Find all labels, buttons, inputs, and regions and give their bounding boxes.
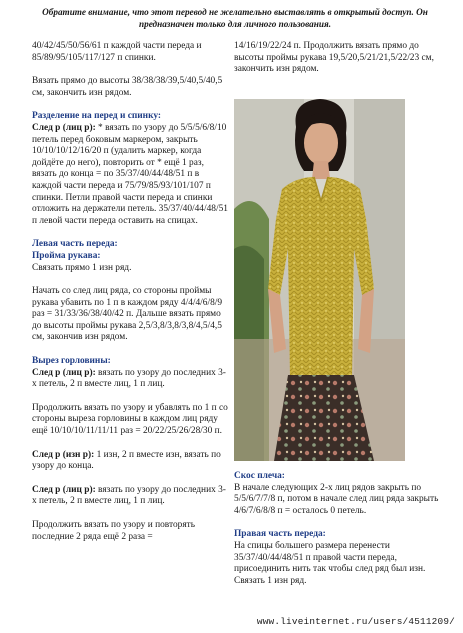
source-url: www.liveinternet.ru/users/4511209/ xyxy=(256,616,455,627)
section-heading: Правая часть переда: xyxy=(234,529,326,540)
row-instruction xyxy=(32,450,228,473)
paragraph: Начать со след лиц ряда, со стороны проймы рукава убавить по 1 п в каждом ряду 4/4/4/6/8/9 раз = 31/33/36/38/40/42 п. Дальше вязать прямо до высоты проймы рукава 2,5/3,8/3,8/3,8/4,5/4,5 см, закончив изн рядом. xyxy=(32,286,223,343)
subsection-heading: Пройма рукава: xyxy=(32,250,101,261)
row-text: * вязать по узору до 5/5/5/6/8/10 петель перед боковым маркером, закрыть 10/10/10/12/16/20 п (удалить маркер, когда дойдёте до него), повторить от * ещё 1 раз, вязать до конца = по 35/37/40/44/48/51 п в каждой части переда и 75/79/85/93/101/107 п спинки. Петли правой части переда и спинки отложить на держатели петель. 35/37/40/44/48/51 п левой части переда оставить на спицах. xyxy=(32,122,228,226)
section-neckline xyxy=(32,356,228,391)
row-label: След р (лиц р): xyxy=(32,367,96,378)
row-label: След р (лиц р): xyxy=(32,484,96,495)
row-text: На спицы большего размера перенести 35/37/40/44/48/51 п правой части переда, присоединить нить так чтобы след ряд был изн. Связать 1 изн ряд. xyxy=(234,540,426,586)
model-photo-illustration xyxy=(234,99,405,461)
row-instruction xyxy=(32,485,228,508)
section-heading: Вырез горловины: xyxy=(32,356,111,367)
section-shoulder xyxy=(234,471,446,517)
model-photo xyxy=(234,99,405,461)
paragraph: Вязать прямо до высоты 38/38/38/39,5/40,5/40,5 см, закончить изн рядом. xyxy=(32,76,223,98)
section-left-front xyxy=(32,239,228,274)
section-heading: Левая часть переда: xyxy=(32,239,118,250)
section-right-front xyxy=(234,529,446,587)
row-text: вязать по узору до последних 3-х петель, 2 п вместе лиц, 1 п лиц. xyxy=(32,367,226,390)
paragraph: Продолжить вязать по узору и убавлять по 1 п со стороны выреза горловины в каждом лиц ряду ещё 10/10/10/11/11/11 раз = 20/22/25/26/28/30 п. xyxy=(32,402,228,437)
row-label: След р (лиц р): xyxy=(32,122,96,133)
right-column xyxy=(234,41,446,88)
row-text: вязать по узору до последних 3-х петель, 2 п вместе лиц, 1 п лиц. xyxy=(32,484,226,507)
paragraph: Продолжить вязать по узору и повторять последние 2 ряда ещё 2 раза = xyxy=(32,520,196,542)
paragraph: 14/16/19/22/24 п. Продолжить вязать прямо до высоты проймы рукава 19,5/20,5/21/21,5/22/23 см, закончить изн рядом. xyxy=(234,41,434,75)
copyright-notice: Обратите внимание, что этот перевод не желательно выставлять в открытый доступ. Он предназначен только для личного пользования. xyxy=(42,7,428,29)
section-heading: Разделение на перед и спинку: xyxy=(32,111,162,122)
section-heading: Скос плеча: xyxy=(234,471,285,481)
left-column xyxy=(32,41,228,555)
right-column-bottom xyxy=(234,471,446,599)
row-text: Связать прямо 1 изн ряд. xyxy=(32,262,132,273)
row-label: След р (изн р): xyxy=(32,449,95,460)
row-text: В начале следующих 2-х лиц рядов закрыть по 5/5/6/7/7/8 п, потом в начале след лиц ряда закрыть 4/6/7/6/8/8 п = осталось 0 петель. xyxy=(234,482,439,516)
paragraph: 40/42/45/50/56/61 п каждой части переда и 85/89/95/105/117/127 п спинки. xyxy=(32,41,202,63)
section-front-back xyxy=(32,111,228,227)
row-text: 1 изн, 2 п вместе изн, вязать по узору до конца. xyxy=(32,449,221,472)
